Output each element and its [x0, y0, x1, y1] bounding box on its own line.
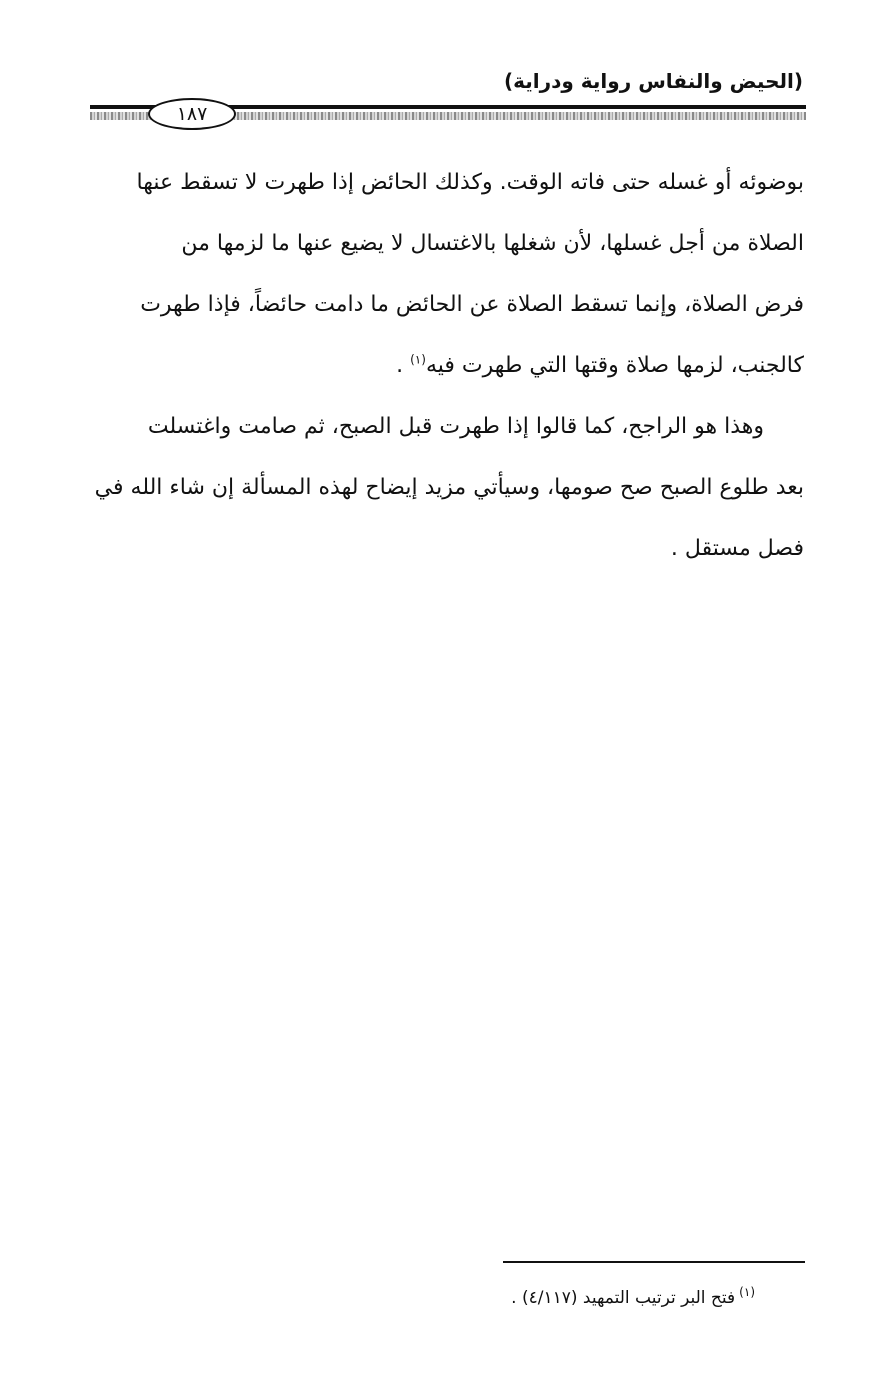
body-text: [84, 152, 804, 579]
paragraph-2-line-3: فصل مستقل .: [670, 536, 804, 561]
paragraph-2: [84, 396, 804, 579]
footnote-separator: [503, 1261, 805, 1263]
footnote-reference[interactable]: (١): [410, 352, 426, 367]
paragraph-1-line-1: بوضوئه أو غسله حتى فاته الوقت. وكذلك الحائض إذا طهرت لا تسقط عنها: [136, 170, 804, 195]
paragraph-1-line-4: [84, 335, 804, 396]
paragraph-2-line-1: وهذا هو الراجح، كما قالوا إذا طهرت قبل الصبح، ثم صامت واغتسلت: [147, 414, 764, 439]
paragraph-1-line-4-text: كالجنب، لزمها صلاة وقتها التي طهرت فيه: [425, 353, 804, 378]
paragraph-1-line-4-end: .: [396, 353, 411, 378]
footnote-text: فتح البر ترتيب التمهيد (٤/١١٧) .: [511, 1288, 736, 1308]
running-title: (الحيض والنفاس رواية ودراية): [503, 69, 803, 93]
footnote-number: (١): [739, 1285, 755, 1300]
page-number: ١٨٧: [148, 98, 236, 130]
paragraph-2-line-2: بعد طلوع الصبح صح صومها، وسيأتي مزيد إيضاح لهذه المسألة إن شاء الله في: [94, 475, 804, 500]
footnote: [511, 1284, 755, 1312]
paragraph-1: [84, 152, 804, 396]
paragraph-1-line-2: الصلاة من أجل غسلها، لأن شغلها بالاغتسال لا يضيع عنها ما لزمها من: [181, 231, 804, 256]
paragraph-1-line-3: فرض الصلاة، وإنما تسقط الصلاة عن الحائض ما دامت حائضاً، فإذا طهرت: [140, 292, 804, 317]
